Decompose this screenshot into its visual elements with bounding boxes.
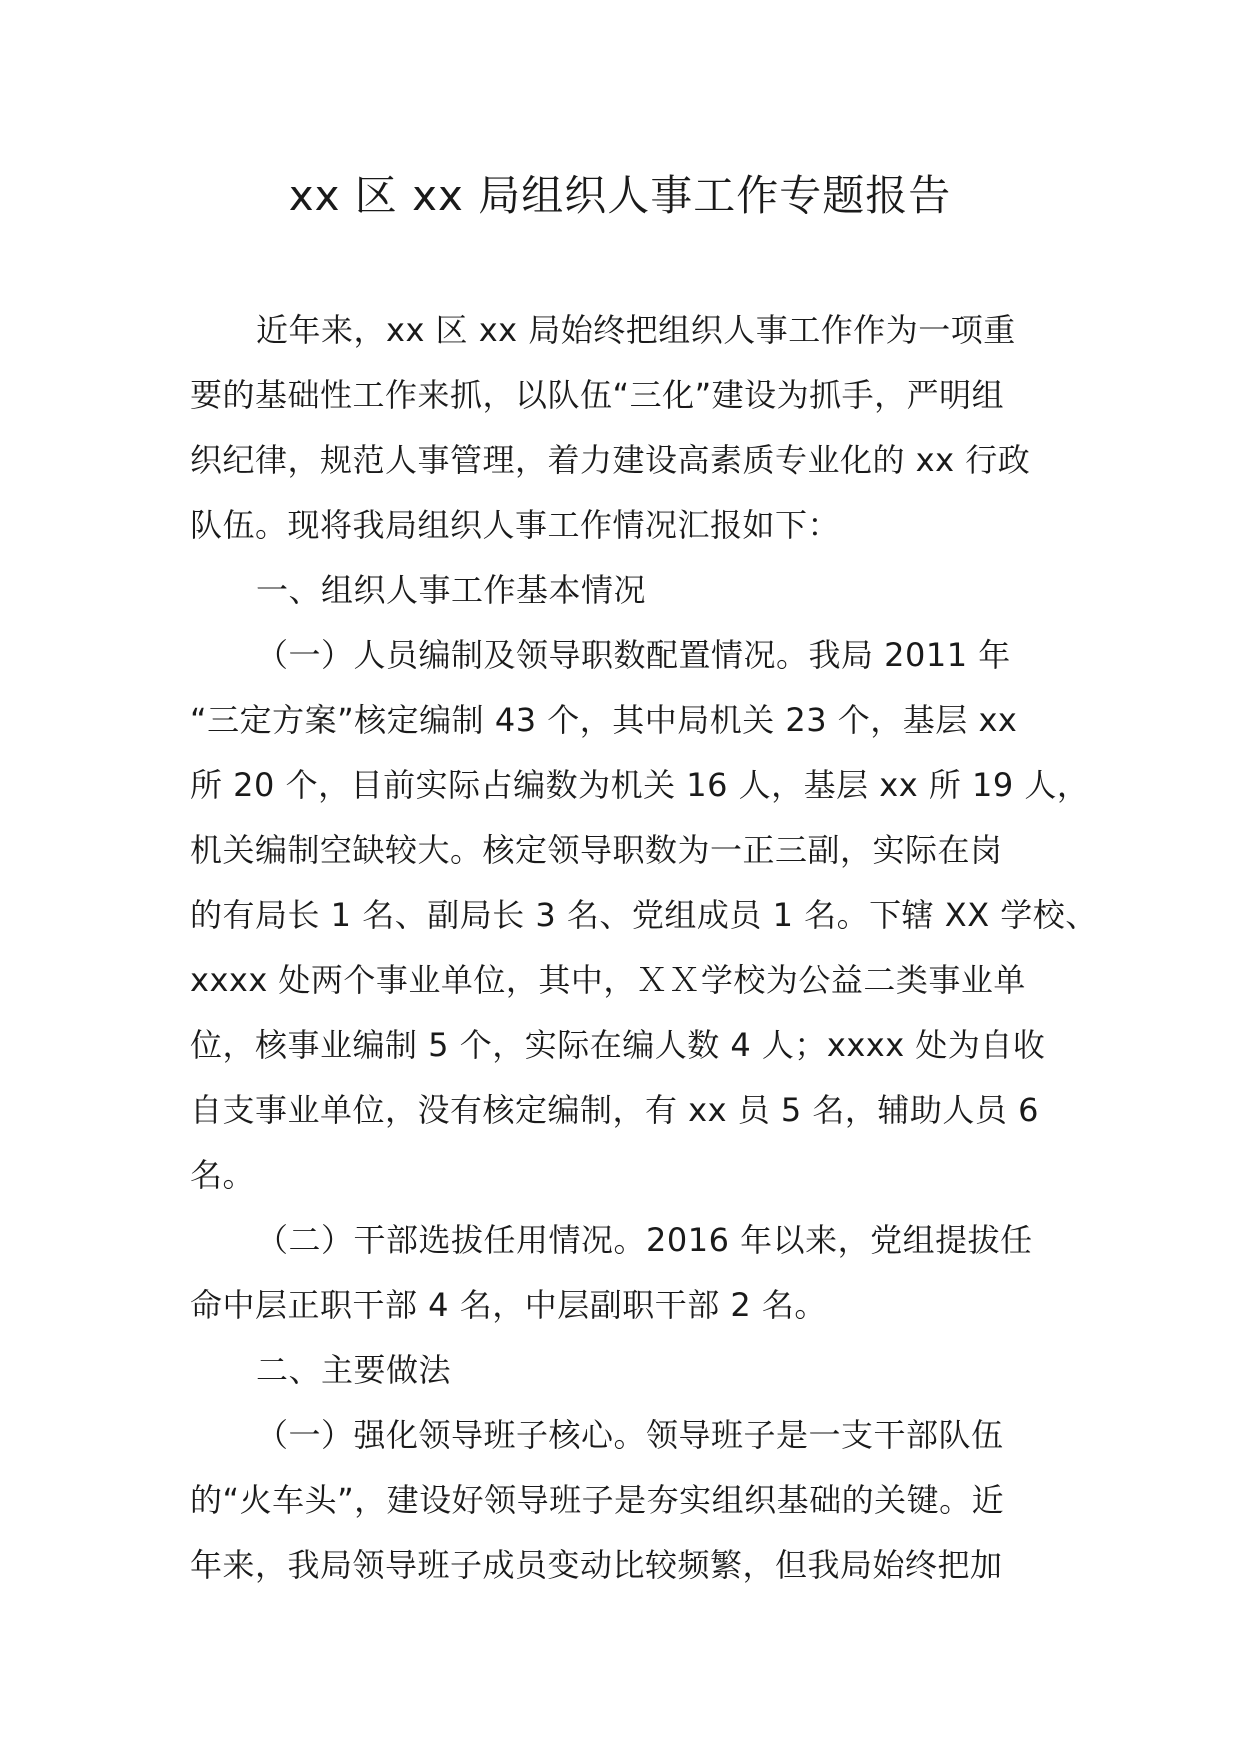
text-line: 二、主要做法	[256, 1351, 452, 1389]
text-line: 名。	[190, 1156, 256, 1194]
text-line: 年来，我局领导班子成员变动比较频繁，但我局始终把加	[190, 1546, 1003, 1584]
document-title: xx 区 xx 局组织人事工作专题报告	[288, 171, 952, 220]
text-line: 所 20 个，目前实际占编数为机关 16 人，基层 xx 所 19 人，	[190, 766, 1090, 804]
text-line: 的“火车头”，建设好领导班子是夯实组织基础的关键。近	[190, 1481, 1005, 1519]
text-line: 一、组织人事工作基本情况	[256, 571, 647, 609]
text-line: （一）强化领导班子核心。领导班子是一支干部队伍	[256, 1416, 1004, 1454]
text-line: 织纪律，规范人事管理，着力建设高素质专业化的 xx 行政	[190, 441, 1031, 479]
text-line: xxxx 处两个事业单位，其中，ＸＸ学校为公益二类事业单	[190, 961, 1026, 999]
text-line: （二）干部选拔任用情况。2016 年以来，党组提拔任	[256, 1221, 1033, 1259]
text-line: 近年来，xx 区 xx 局始终把组织人事工作作为一项重	[256, 311, 1016, 349]
text-line: 队伍。现将我局组织人事工作情况汇报如下：	[190, 506, 841, 544]
text-line: 要的基础性工作来抓，以队伍“三化”建设为抓手，严明组	[190, 376, 1005, 414]
document-body	[190, 298, 1098, 1598]
text-line: 机关编制空缺较大。核定领导职数为一正三副，实际在岗	[190, 831, 1003, 869]
text-line: （一）人员编制及领导职数配置情况。我局 2011 年	[256, 636, 1011, 674]
text-line: 自支事业单位，没有核定编制，有 xx 员 5 名，辅助人员 6	[190, 1091, 1039, 1129]
text-line: 命中层正职干部 4 名，中层副职干部 2 名。	[190, 1286, 827, 1324]
text-line: 位，核事业编制 5 个，实际在编人数 4 人；xxxx 处为自收	[190, 1026, 1046, 1064]
text-line: “三定方案”核定编制 43 个，其中局机关 23 个，基层 xx	[190, 701, 1018, 739]
text-line: 的有局长 1 名、副局长 3 名、党组成员 1 名。下辖 XX 学校、	[190, 896, 1098, 934]
